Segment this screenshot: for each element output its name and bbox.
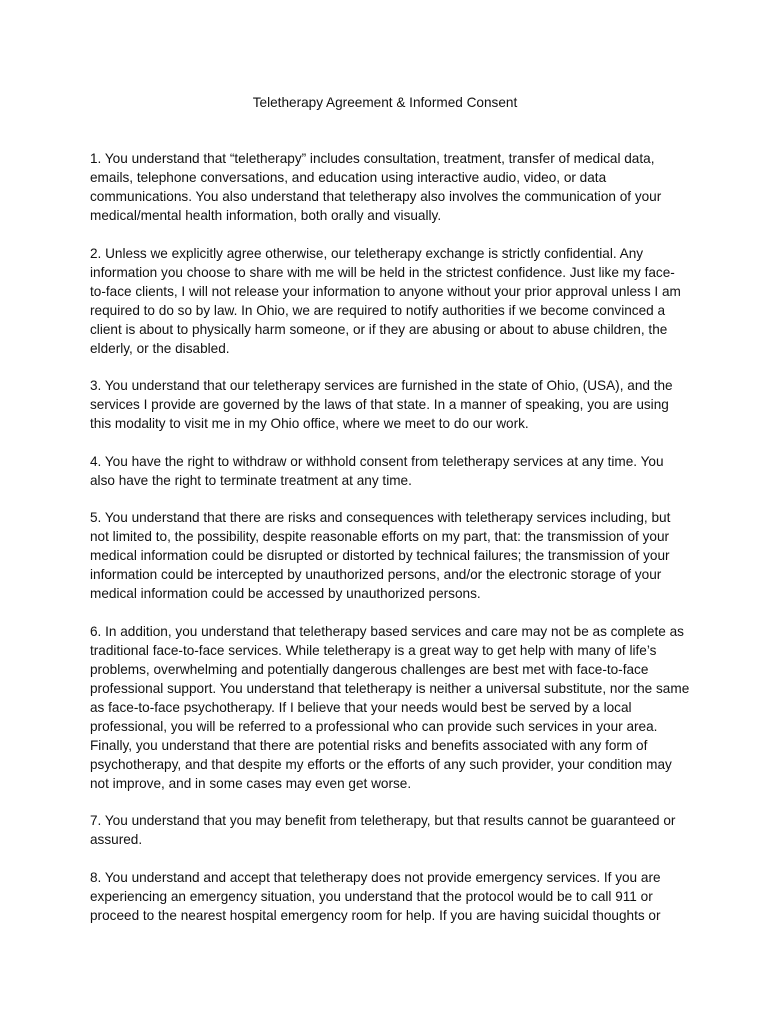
document-body	[90, 149, 690, 943]
paragraph-8: 8. You understand and accept that teletherapy does not provide emergency services. If you are experiencing an emergency situation, you understand that the protocol would be to call 911 or proceed to the nearest hospital emergency room for help. If you are having suicidal thoughts or	[90, 869, 661, 923]
paragraph-2: 2. Unless we explicitly agree otherwise, our teletherapy exchange is strictly confidential. Any information you choose to share with me will be held in the strictest confidence. Just like my face-to-face clients, I will not release your information to anyone without your prior approval unless I am required to do so by law. In Ohio, we are required to notify authorities if we become convinced a client is about to physically harm someone, or if they are abusing or about to abuse children, the elderly, or the disabled.	[90, 245, 681, 356]
paragraph-3: 3. You understand that our teletherapy services are furnished in the state of Ohio, (USA), and the services I provide are governed by the laws of that state. In a manner of speaking, you are using this modality to visit me in my Ohio office, where we meet to do our work.	[90, 378, 673, 431]
paragraph-6: 6. In addition, you understand that teletherapy based services and care may not be as complete as traditional face-to-face services. While teletherapy is a great way to get help with many of life’s problems, overwhelming and potentially dangerous challenges are best met with face-to-face professional support. You understand that teletherapy is neither a universal substitute, nor the same as face-to-face psychotherapy. If I believe that your needs would best be served by a local professional, you will be referred to a professional who can provide such services in your area. Finally, you understand that there are potential risks and benefits associated with any form of psychotherapy, and that despite my efforts or the efforts of any such provider, your condition may not improve, and in some cases may even get worse.	[90, 623, 690, 791]
paragraph-5: 5. You understand that there are risks and consequences with teletherapy services including, but not limited to, the possibility, despite reasonable efforts on my part, that: the transmission of your medical information could be disrupted or distorted by technical failures; the transmission of your information could be intercepted by unauthorized persons, and/or the electronic storage of your medical information could be accessed by unauthorized persons.	[90, 510, 671, 601]
document-title: Teletherapy Agreement & Informed Consent	[252, 95, 518, 110]
paragraph-1: 1. You understand that “teletherapy” includes consultation, treatment, transfer of medical data, emails, telephone conversations, and education using interactive audio, video, or data communications. You also understand that teletherapy also involves the communication of your medical/mental health information, both orally and visually.	[90, 151, 662, 223]
paragraph-7: 7. You understand that you may benefit from teletherapy, but that results cannot be guaranteed or assured.	[90, 813, 676, 847]
paragraph-4: 4. You have the right to withdraw or withhold consent from teletherapy services at any time. You also have the right to terminate treatment at any time.	[90, 453, 664, 488]
